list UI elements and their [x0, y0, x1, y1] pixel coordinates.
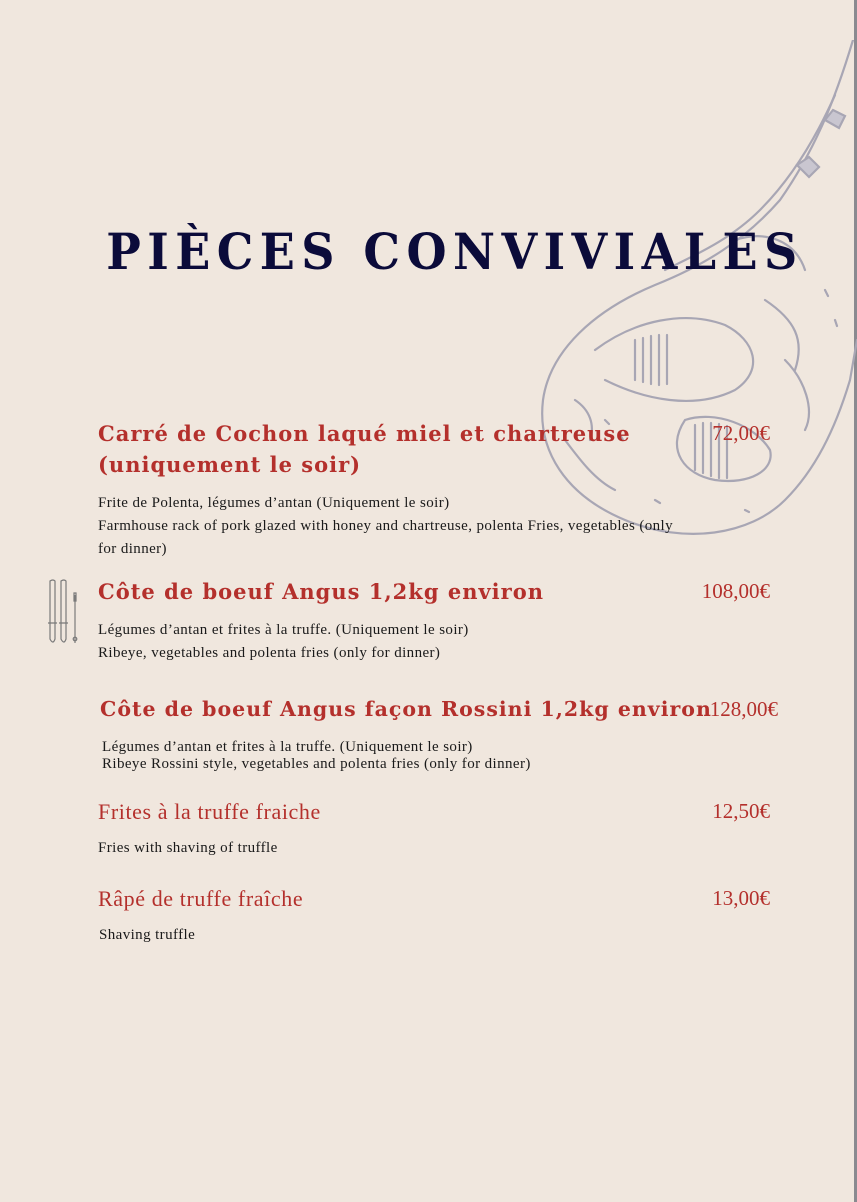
- item-name: Côte de boeuf Angus 1,2kg environ: [98, 579, 544, 604]
- item-description: Fries with shaving of truffle: [98, 840, 278, 856]
- item-price: 108,00€: [701, 579, 770, 603]
- menu-item: [98, 883, 770, 947]
- item-price: 12,50€: [712, 799, 770, 823]
- menu-item: [100, 694, 778, 773]
- menu-item: [98, 418, 770, 561]
- item-name-note: (uniquement le soir): [98, 452, 362, 477]
- item-description: Ribeye Rossini style, vegetables and polenta fries (only for dinner): [102, 756, 531, 772]
- item-name: Frites à la truffe fraiche: [98, 799, 321, 824]
- page-title: PIÈCES CONVIVIALES: [106, 222, 804, 281]
- item-description: Frite de Polenta, légumes d’antan (Uniquement le soir): [98, 495, 450, 511]
- item-description: Légumes d’antan et frites à la truffe. (Uniquement le soir): [98, 622, 469, 638]
- item-price: 128,00€: [709, 697, 778, 721]
- menu-item: [98, 576, 770, 665]
- item-description: for dinner): [98, 541, 167, 557]
- item-description: Légumes d’antan et frites à la truffe. (Uniquement le soir): [102, 739, 473, 755]
- item-name: Côte de boeuf Angus façon Rossini 1,2kg environ: [100, 697, 712, 721]
- item-description: Ribeye, vegetables and polenta fries (only for dinner): [98, 645, 441, 661]
- item-description: Shaving truffle: [99, 927, 196, 943]
- item-price: 13,00€: [712, 886, 770, 910]
- skis-icon: [46, 579, 82, 649]
- item-description: Farmhouse rack of pork glazed with honey and chartreuse, polenta Fries, vegetables (only: [98, 518, 674, 534]
- item-price: 72,00€: [712, 421, 770, 445]
- item-name: Râpé de truffe fraîche: [98, 886, 304, 911]
- item-name: Carré de Cochon laqué miel et chartreuse: [98, 421, 631, 446]
- menu-item: [98, 796, 770, 860]
